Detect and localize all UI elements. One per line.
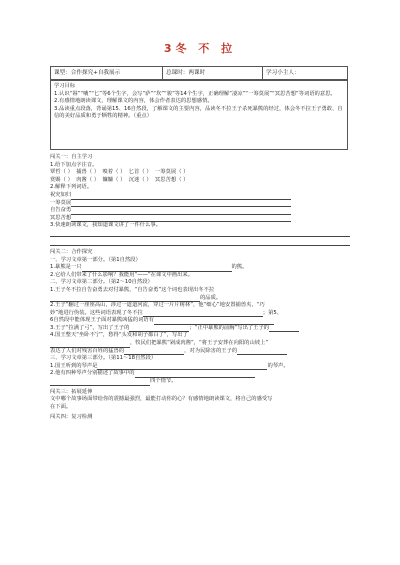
answer-blank[interactable] — [154, 318, 274, 325]
pass3-text: 在下面。 — [50, 403, 72, 410]
pinyin-item: 捕兽（ ） — [76, 169, 100, 176]
p2-q2d — [50, 317, 350, 325]
pinyin-item: 一筹莫展（ ） — [155, 169, 189, 176]
p2-q1b — [50, 295, 350, 303]
text: 妙”地进行伪装。这些词语表现了冬不拉 — [50, 309, 143, 316]
answer-blank[interactable] — [237, 348, 287, 355]
pinyin-item: 嗅着（ ） — [102, 169, 126, 176]
text: 3.王子“拉满了弓”，写出了王子的 — [50, 324, 130, 331]
goal-item: 1.认识“幂”“嚷”“匕”等6个生字，会写“萨”“坎”“骏”等14个生字，正确理解“凄凉”“一筹莫展”“冥思苦想”等词语的意思。 — [54, 90, 336, 97]
pass1-q2: 2.解释下列词语。 — [50, 184, 93, 191]
text: 1.暴熊是一只 — [50, 264, 82, 271]
pinyin-item: 镰镰（ ） — [102, 176, 126, 183]
text: 四个情节。 — [150, 378, 177, 385]
p2-q1a: 1.王子冬不拉自告奋勇去对付暴熊，“自告奋勇”这个词也表现出冬不拉 — [50, 286, 215, 293]
p1-q2: 2.它给人们带来了什么影响？我能用“——”在课文中画出来。 — [50, 271, 193, 278]
p2-q4b — [50, 340, 350, 348]
lesson-type: 课型：合作探究+自我展示 — [51, 67, 163, 79]
learning-goals-box — [50, 80, 348, 150]
goals-heading: 学习目标 — [54, 83, 76, 89]
pinyin-item: 冥思苦想（ ） — [155, 176, 189, 183]
text: ；“正中暴熊的前胸”写出了王子的 — [189, 324, 270, 331]
text: ；第5、 — [262, 309, 283, 316]
pass3-text: 文中哪个故事场面带给你的震撼最强烈，最能打动你的心？有感情地朗读课文，将自己的感受写 — [50, 396, 273, 403]
text: 6自然段中能体现王子面对暴熊凶猛的词语有 — [50, 317, 155, 324]
word-label: 冥思苦想 — [50, 214, 72, 221]
text: 的品质。 — [200, 294, 222, 301]
text: 表达了人们对残害百姓的猛兽的 — [50, 347, 125, 354]
pass2-heading: 闯关二：合作探究 — [50, 248, 93, 255]
answer-blank[interactable] — [71, 193, 291, 200]
text: 的熊。 — [231, 264, 248, 271]
pinyin-item: 沉迷（ ） — [128, 176, 152, 183]
page-title: 3冬 不 拉 — [163, 42, 237, 55]
word-line — [50, 192, 350, 200]
answer-blank[interactable] — [50, 379, 150, 386]
goal-item: 2.有感情地朗读课文，理解课文的内容，体会作者表达的思想感情。 — [54, 98, 213, 105]
exercise-body — [50, 154, 350, 422]
p2-q2a: 2.王子“翻过一座座高山，涉过一道道河流，穿过一片片树林”，他“细心”地安置捕兽夹，“巧 — [50, 302, 265, 309]
lesson-info-table — [50, 66, 348, 80]
part1-title: 一、学习文章第一部分。（第1自然段） — [50, 256, 141, 263]
pinyin-item: 赏赐（ ） — [50, 176, 73, 183]
pinyin-row — [50, 177, 350, 185]
lesson-host: 学习小主人： — [266, 70, 300, 76]
p3-q2b — [50, 378, 350, 386]
word-label: 一筹莫展 — [50, 199, 72, 206]
word-label: 祝究如归 — [50, 191, 72, 198]
answer-line[interactable] — [50, 239, 350, 246]
pass1-q1: 1.给下加点字注音。 — [50, 161, 98, 168]
pinyin-row — [50, 169, 350, 177]
pass3-heading: 闯关三：拓展延伸 — [50, 388, 93, 395]
text: ，牧民们把暴熊“剁成肉酱”，“将王子安葬在向阳的山坡上” — [130, 340, 269, 347]
goal-item: 3.品读重点段落，背诵第15、16自然段，了解课文的主要内容，品读冬不拉王子杀死暴熊的经过，体会冬不拉王子勇敢、自信的美好品质和勇于牺牲的精神。（重点） — [54, 105, 343, 120]
answer-blank[interactable] — [143, 310, 263, 317]
part3-title: 三、学习文章第三部分。（第11～18自然段） — [50, 355, 157, 362]
answer-blank[interactable] — [71, 208, 291, 215]
pass1-heading: 闯关一：自主学习 — [50, 154, 93, 160]
part2-title: 二、学习文章第二部分。（第2～10自然段） — [50, 279, 153, 286]
answer-blank[interactable] — [269, 325, 299, 332]
pass1-q3: 3.快速朗读课文，我知道课文讲了一件什么事。 — [50, 222, 161, 229]
text: 1.国王听到的琴声是 — [50, 362, 98, 369]
lesson-hours: 总课时：两课时 — [163, 67, 263, 79]
p2-q4a: 4.国王整天“坐卧不宁”，愁得“头发和胡子都白了”，写出了 — [50, 332, 188, 339]
answer-blank[interactable] — [71, 200, 291, 207]
text: 的琴声。 — [267, 362, 289, 369]
word-line — [50, 200, 350, 208]
pinyin-item: 匕首（ ） — [128, 169, 152, 176]
pinyin-item: 覃哲（ ） — [50, 169, 73, 176]
answer-blank[interactable] — [50, 341, 130, 348]
pass4-heading: 闯关四：复习检测 — [50, 414, 93, 421]
text: 2.他有四种琴声分别描述了故事中的 — [50, 370, 135, 377]
p3-q2 — [50, 370, 350, 378]
pinyin-item: 肉酱（ ） — [76, 176, 100, 183]
word-label: 自告奋勇 — [50, 207, 72, 214]
answer-blank[interactable] — [82, 265, 232, 272]
answer-line[interactable] — [50, 230, 350, 237]
p1-q1 — [50, 264, 350, 272]
text: ，对为民除害的王子的 — [184, 347, 238, 354]
answer-blank[interactable] — [135, 371, 255, 378]
word-line — [50, 207, 350, 215]
